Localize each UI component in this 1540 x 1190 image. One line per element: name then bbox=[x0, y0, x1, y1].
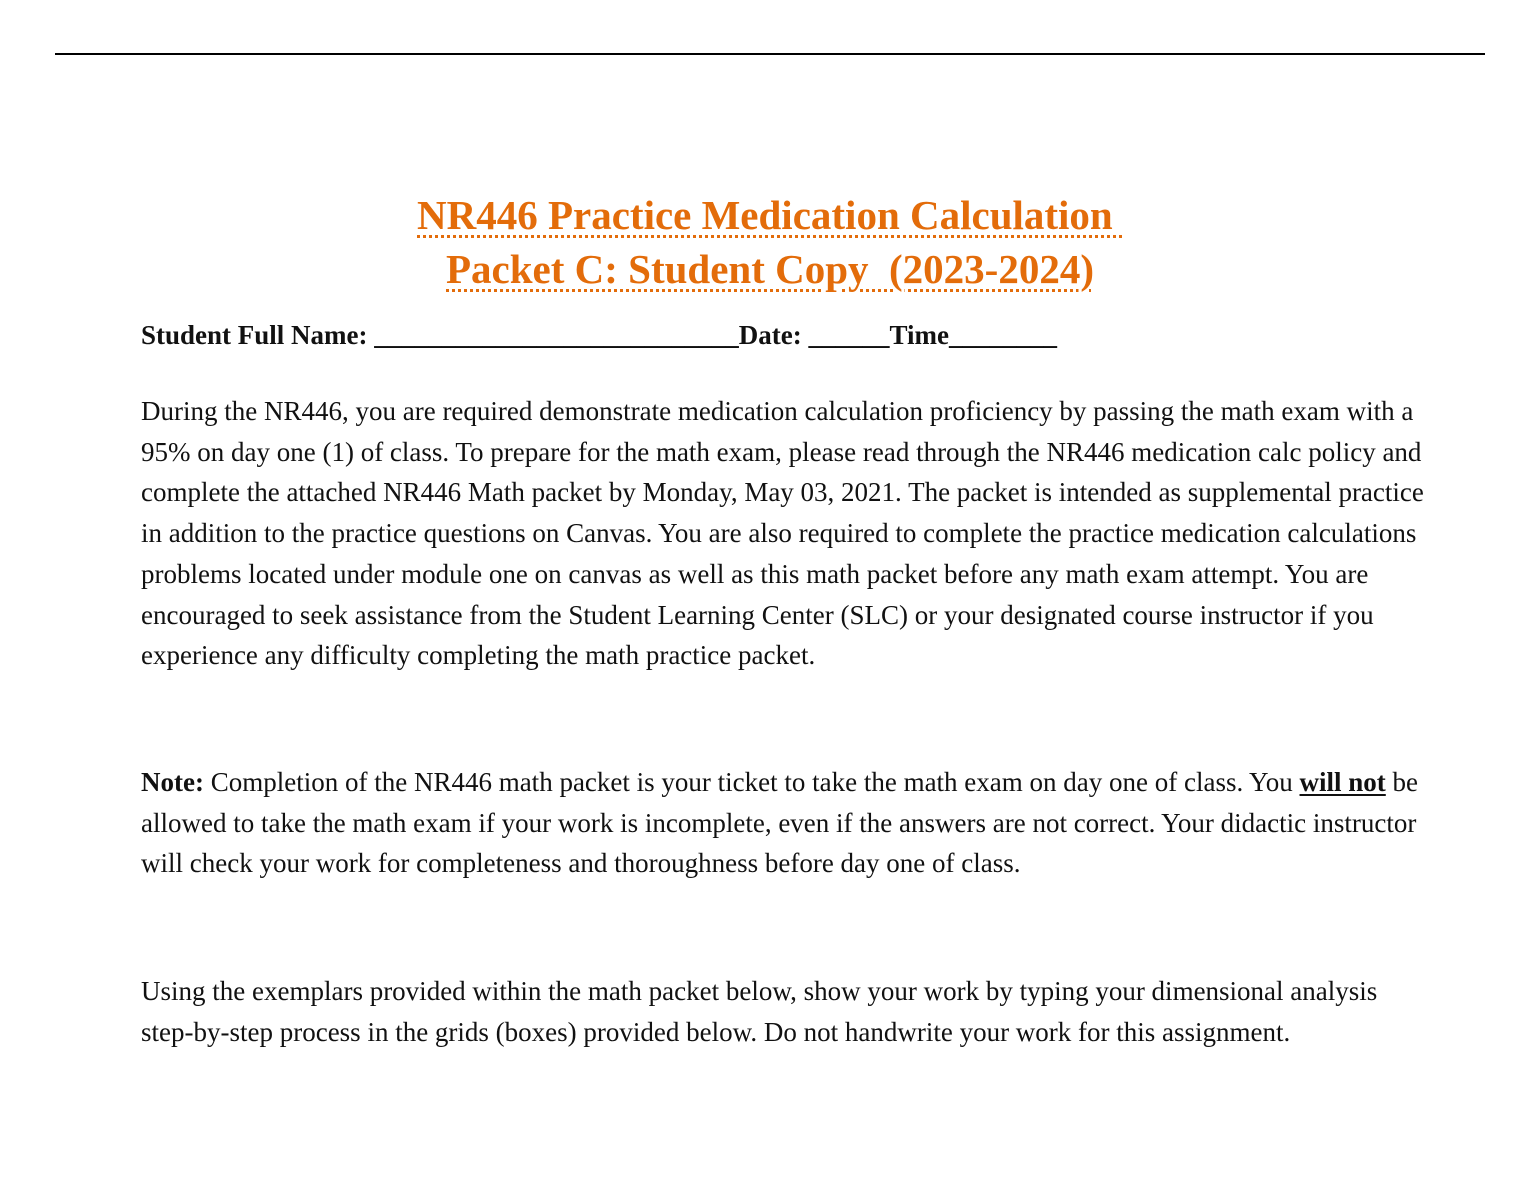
time-label: Time bbox=[889, 320, 949, 350]
note-label: Note: bbox=[141, 767, 204, 797]
instructions-paragraph: Using the exemplars provided within the math packet below, show your work by typing your dimensional analysis step-by-step process in the grids (boxes) provided below. Do not handwrite your work for this assignment. bbox=[141, 976, 1378, 1047]
student-info-line bbox=[141, 316, 1057, 354]
date-label: Date: bbox=[738, 320, 809, 350]
top-divider bbox=[55, 53, 1485, 55]
name-blank: ___________________________ bbox=[374, 320, 739, 350]
date-blank: ______ bbox=[808, 320, 890, 350]
title-line-2: Packet C: Student Copy (2023-2024) bbox=[446, 246, 1094, 292]
intro-paragraph: During the NR446, you are required demonstrate medication calculation proficiency by passing the math exam with a 95% on day one (1) of class. To prepare for the math exam, please read through the NR446 medication calc policy and complete the attached NR446 Math packet by Monday, May 03, 2021. The packet is intended as supplemental practice in addition to the practice questions on Canvas. You are also required to complete the practice medication calculations problems located under module one on canvas as well as this math packet before any math exam attempt. You are encouraged to seek assistance from the Student Learning Center (SLC) or your designated course instructor if you experience any difficulty completing the math practice packet. bbox=[141, 396, 1424, 671]
title-line-1: NR446 Practice Medication Calculation bbox=[417, 192, 1123, 238]
time-blank: ________ bbox=[948, 320, 1057, 350]
note-emphasis: will not bbox=[1299, 767, 1386, 797]
note-text-b: be allowed to take the math exam if your work is incomplete, even if the answers are not correct. Your didactic instructor will check your work for completeness and thoroughness before day one of class. bbox=[141, 767, 1419, 879]
name-label: Student Full Name: bbox=[141, 320, 375, 350]
note-text-a: Completion of the NR446 math packet is your ticket to take the math exam on day one of class. You bbox=[203, 767, 1300, 797]
page-title bbox=[0, 188, 1540, 296]
note-paragraph bbox=[141, 762, 1431, 884]
